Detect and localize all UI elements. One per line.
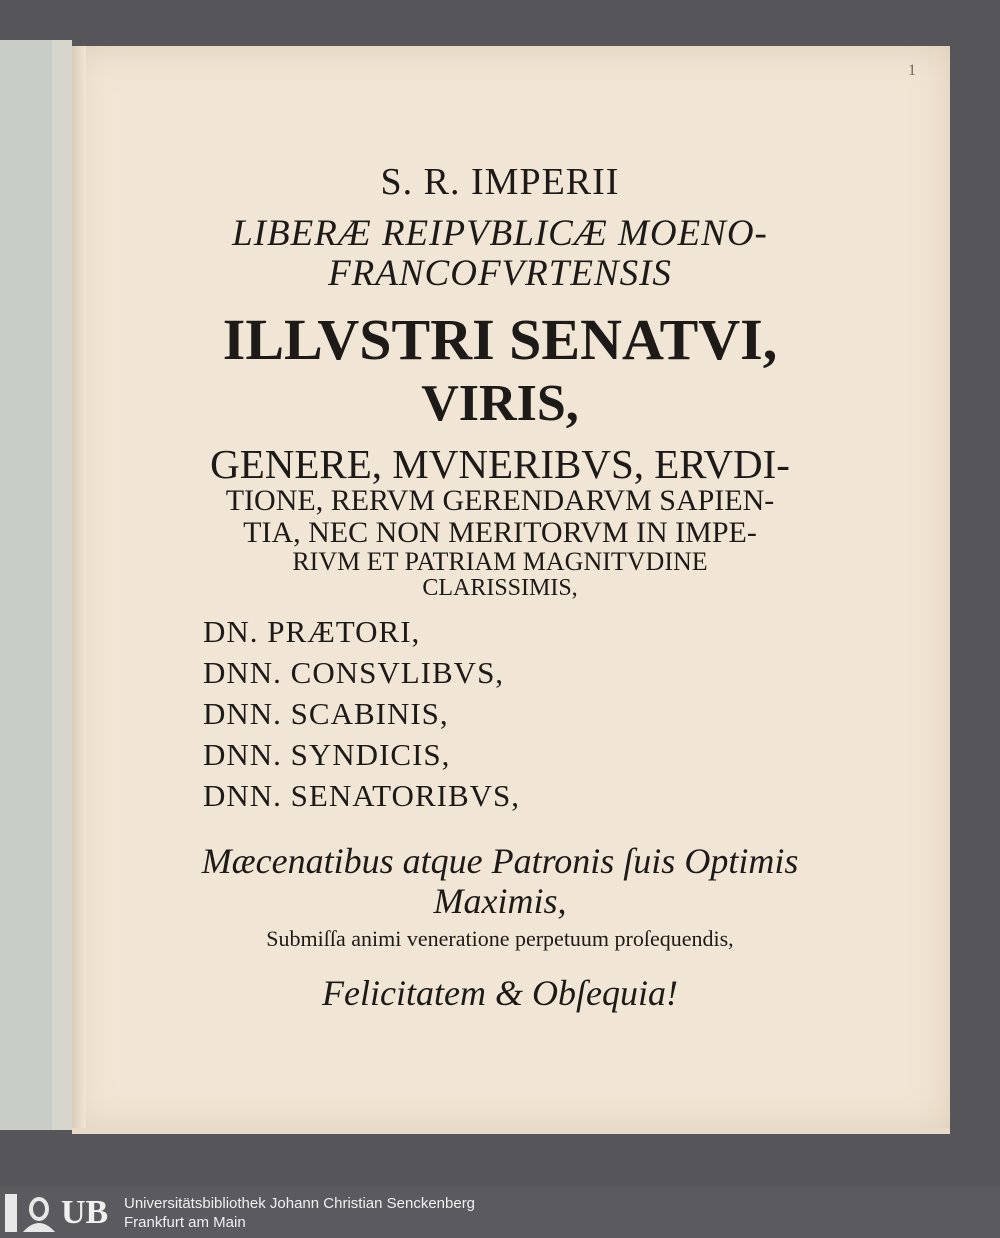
addressee-4: DNN. SYNDICIS, <box>203 737 451 772</box>
addressee-2: DNN. CONSVLIBVS, <box>203 655 505 690</box>
footer-institution: Universitätsbibliothek Johann Christian Senckenberg <box>124 1195 476 1212</box>
page-mark: 1 <box>908 62 916 79</box>
footer-location: Frankfurt am Main <box>124 1214 246 1231</box>
title-line-1: S. R. IMPERII <box>380 161 620 203</box>
logo-text: UB <box>61 1194 109 1231</box>
addressee-1: DN. PRÆTORI, <box>203 614 421 649</box>
title-line-2: LIBERÆ REIPVBLICÆ MOENO- <box>232 213 768 254</box>
title-line-3: FRANCOFVRTENSIS <box>328 253 672 294</box>
closing-line-2: Maximis, <box>433 881 567 921</box>
dedication-subheading: VIRIS, <box>421 375 579 432</box>
library-logo[interactable] <box>3 1192 117 1234</box>
dedication-heading: ILLVSTRI SENATVI, <box>222 307 778 372</box>
page-bottom-edge <box>72 1128 950 1134</box>
body-line-1: GENERE, MVNERIBVS, ERVDI- <box>210 441 790 487</box>
body-line-5: CLARISSIMIS, <box>422 575 578 601</box>
closing-line-3: Submiſſa animi veneratione perpetuum proſequendis, <box>266 926 734 951</box>
body-line-4: RIVM ET PATRIAM MAGNITVDINE <box>292 547 708 576</box>
body-line-3: TIA, NEC NON MERITORVM IN IMPE- <box>243 516 757 549</box>
body-line-2: TIONE, RERVM GERENDARVM SAPIEN- <box>225 484 775 517</box>
closing-line-1: Mæcenatibus atque Patronis ſuis Optimis <box>201 841 799 881</box>
addressee-3: DNN. SCABINIS, <box>203 696 449 731</box>
addressee-5: DNN. SENATORIBVS, <box>203 778 520 813</box>
closing-line-4: Felicitatem & Obſequia! <box>322 973 678 1013</box>
